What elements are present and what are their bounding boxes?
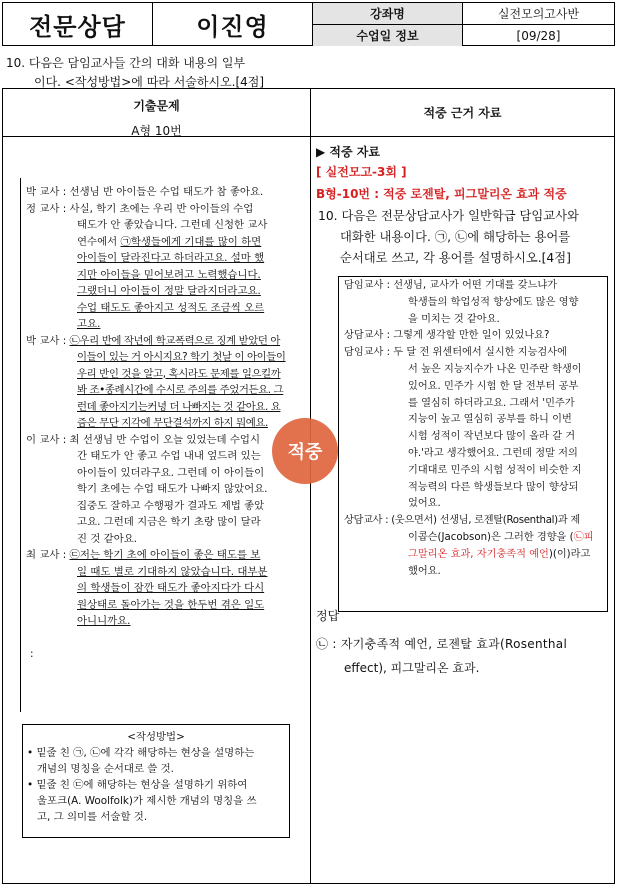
dialogue-text: 있어요. 민주가 시험 한 달 전부터 공부 — [408, 380, 579, 392]
dialogue-text: 시험 성적이 작년보다 많이 올라 갈 거 — [408, 431, 576, 443]
bullet-icon: • — [27, 779, 34, 791]
method-text: 울포크(A. Woolfolk)가 제시한 개념의 명칭을 쓰 — [37, 795, 257, 807]
answer-line: effect), 피그말리온 효과. — [344, 661, 480, 675]
underlined-text: 우리 반인 것을 알고, 혹시라도 문제를 일으킬까 — [77, 367, 281, 380]
underlined-text: 지만 아이들을 믿어보려고 노력했습니다. — [77, 268, 261, 281]
dialogue-text: 학기 초에는 수업 태도가 나빠지 않았어요. — [77, 483, 268, 495]
underlined-text: 일 때도 별로 기대하지 않았습니다. 대부분 — [77, 565, 268, 578]
dialogue-text: 집중도 잘하고 수행평가 결과도 제법 좋았 — [77, 499, 265, 512]
underlined-text: 아니니까요. — [77, 615, 131, 627]
underlined-text: 봐 조•종례시간에 수시로 주의를 주었거든요. 그 — [77, 384, 284, 396]
left-column-header — [3, 89, 310, 137]
left-question — [6, 54, 302, 92]
speaker: 담임교사 : — [344, 347, 391, 359]
dialogue-text: 선생님 반 아이들은 수업 태도가 참 좋아요. — [69, 186, 264, 198]
course-value: 실전모의고사반 — [463, 3, 614, 25]
method-box — [22, 724, 290, 838]
method-text: 밑줄 친 ㉢에 해당하는 현상을 설명하기 위하여 — [36, 779, 248, 791]
instructor-name: 이진영 — [153, 3, 313, 45]
dialogue-text: 고요. 그런데 지금은 학기 초랑 많이 달라 — [77, 516, 261, 528]
underlined-text: 수업 태도도 좋아지고 성적도 조금씩 오르 — [77, 301, 265, 314]
underlined-text: 의 학생들이 잠깐 태도가 좋아지다가 다시 — [77, 582, 265, 594]
speaker: 이 교사 : — [26, 433, 67, 446]
dialogue-text: 적능력의 다른 학생들보다 많이 향상되 — [408, 481, 579, 493]
dialogue-text: 연수에서 — [77, 235, 121, 248]
dialogue-text: (웃으면서) 선생님, 로젠탈(Rosenthal)과 제 — [391, 515, 580, 527]
subject-title: 전문상담 — [3, 3, 153, 45]
hit-line: B형-10번 : 적중 로젠탈, 피그말리온 효과 적중 — [316, 187, 567, 201]
dialogue-text: 을 미치는 것 같아요. — [408, 313, 500, 325]
dialogue-text: 진 것 같아요. — [77, 532, 138, 545]
underlined-text: 이들이 있는 거 아시지요? 학기 첫날 이 아이들이 — [77, 351, 286, 363]
dialogue-text: 간 태도가 안 좋고 수업 내내 엎드려 있는 — [77, 450, 261, 462]
underlined-text: 아이들이 달라진다고 하더라고요. 설마 했 — [77, 252, 265, 264]
right-dialogue — [344, 278, 594, 580]
method-text: 밑줄 친 ㉠, ㉡에 각각 해당하는 현상을 설명하는 — [36, 747, 255, 759]
dialogue-text: 태도가 안 좋았습니다. 그런데 신청한 교사 — [77, 219, 268, 231]
dialogue-text: 학생들의 학업성적 향상에도 많은 영향 — [408, 296, 579, 308]
dialogue-text: 최 선생님 반 수업이 오늘 있었는데 수업시 — [69, 433, 260, 446]
left-question-line: 10. 다음은 담임교사들 간의 대화 내용의 일부 — [6, 56, 246, 70]
method-title: <작성방법> — [127, 731, 185, 743]
dialogue-text: 사실, 학기 초에는 우리 반 아이들의 수업 — [69, 202, 254, 215]
answer-highlight: 그말리온 효과, 자기충족적 예언 — [408, 548, 549, 560]
speaker: 상담교사 : — [344, 330, 391, 342]
dialogue-text: 야.'라고 생각했어요. 그런데 정말 저의 — [408, 447, 578, 459]
underlined-text: 즘은 무단 지각에 무단결석까지 하지 뭐예요. — [77, 417, 268, 429]
speaker: 박 교사 : — [26, 334, 67, 347]
left-question-line: 이다. <작성방법>에 따라 서술하시오.[4점] — [34, 75, 265, 89]
underlined-text: 고요. — [77, 318, 101, 330]
answer-line: ㉡ : 자기충족적 예언, 로젠탈 효과(Rosenthal — [316, 637, 568, 651]
underlined-text: ㉠학생들에게 기대를 많이 하면 — [120, 235, 262, 248]
dialogue-frame — [20, 178, 304, 712]
underlined-text: 런데 좋아지기는커녕 더 나빠지는 것 같아요. 요 — [77, 400, 281, 413]
answer-highlight: ㉡피 — [573, 531, 594, 543]
left-heading: 기출문제 — [133, 99, 180, 113]
method-text: 개념의 명칭을 순서대로 쓸 것. — [37, 763, 174, 775]
hit-stamp: 적중 — [272, 418, 338, 484]
header-meta — [313, 3, 614, 45]
dialogue-text: 를 열심히 하더라고요. 그래서 '민주가 — [408, 397, 575, 409]
speaker: 최 교사 : — [26, 549, 67, 561]
answer-label: 정답 — [316, 609, 340, 623]
left-subheading: A형 10번 — [131, 124, 182, 138]
dialogue-text: )(이)라고 — [548, 548, 591, 560]
dialogue-text: 지능이 높고 열심히 공부를 하니 이번 — [408, 414, 572, 426]
underlined-text: ㉡우리 반에 작년에 학교폭력으로 징계 받았던 아 — [69, 334, 281, 347]
dialogue-text: 선생님, 교사가 어떤 기대를 갖느냐가 — [393, 280, 558, 291]
dialogue-text: 두 달 전 위센터에서 실시한 지능검사에 — [393, 347, 567, 359]
right-heading: 적중 근거 자료 — [311, 89, 614, 137]
bullet-icon: • — [27, 747, 34, 759]
speaker: 박 교사 : — [26, 186, 67, 198]
class-info-label: 수업일 정보 — [313, 25, 463, 46]
underlined-text: 원상태로 돌아가는 것을 한두번 겪은 일도 — [77, 598, 265, 611]
underlined-text: 그랬더니 아이들이 정말 달라지더라고요. — [77, 285, 261, 297]
course-label: 강좌명 — [313, 3, 463, 25]
dialogue-text: 기대대로 민주의 시험 성적이 비슷한 지 — [408, 464, 582, 476]
right-question-line: 10. 다음은 전문상담교사가 일반학급 담임교사와 — [318, 209, 579, 223]
dialogue-text: 서 높은 지능지수가 나온 민주란 학생이 — [408, 363, 582, 375]
speaker: 상담교사 : — [344, 515, 389, 527]
right-question — [318, 206, 614, 269]
dialogue-text: 었어요. — [408, 498, 441, 510]
right-question-line: 대화한 내용이다. ㉠, ㉡에 해당하는 용어를 — [340, 230, 571, 244]
dialogue-text: 이콥슨(Jacobson)은 그러한 경향을 ( — [408, 531, 574, 543]
dialogue-text: 아이들이 있더라구요. 그런데 이 아이들이 — [77, 466, 265, 479]
column-divider — [310, 89, 311, 883]
speaker: 정 교사 : — [26, 202, 67, 215]
class-info-value: [09/28] — [516, 28, 561, 43]
section-title: ▶ 적중 자료 — [316, 145, 380, 159]
header-bar — [2, 2, 615, 46]
underlined-text: ㉢저는 학기 초에 아이들이 좋은 태도를 보 — [69, 549, 261, 561]
right-question-line: 순서대로 쓰고, 각 용어를 설명하시오.[4점] — [340, 251, 571, 265]
colon-mark: : — [30, 647, 34, 660]
dialogue-text: 그렇게 생각할 만한 일이 있었나요? — [393, 330, 550, 342]
dialogue-text: 했어요. — [408, 565, 441, 577]
speaker: 담임교사 : — [344, 280, 391, 291]
mock-label: [ 실전모고-3회 ] — [316, 165, 407, 179]
method-text: 고, 그 의미를 서술할 것. — [37, 811, 148, 823]
